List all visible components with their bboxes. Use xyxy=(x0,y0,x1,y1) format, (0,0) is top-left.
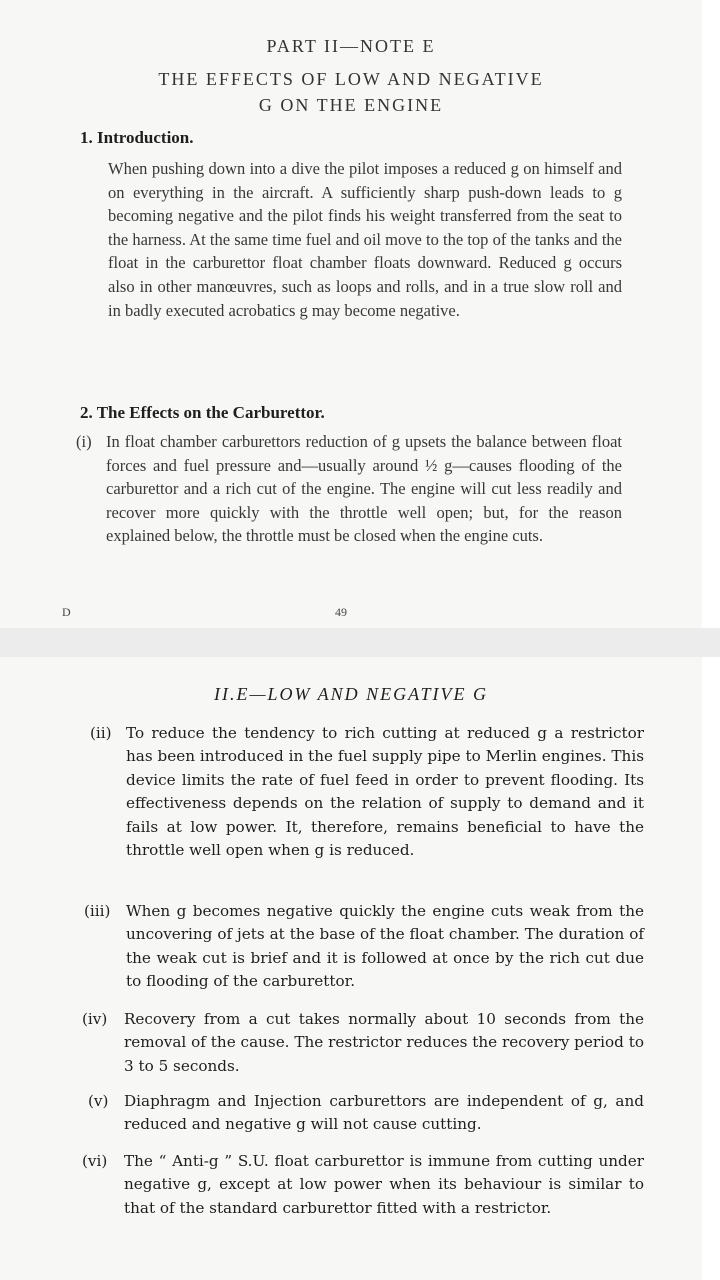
item-number: (iii) xyxy=(84,902,111,920)
item-text: Recovery from a cut takes normally about 10 seconds from the removal of the cause. The restrictor reduces the recovery period to 3 to 5 seconds. xyxy=(124,1010,644,1075)
item-i-text: In float chamber carburettors reduction of g upsets the balance between float forces and fuel pressure and—usually around ½ g—causes flooding of the carburettor and a rich cut of the engine. The engine will cut less readily and recover more quickly with the throttle well open; but, for the reason explained below, the throttle must be closed when the engine cuts. xyxy=(106,432,622,546)
item-text: The “ Anti-g ” S.U. float carburettor is immune from cutting under negative g, except at low power when its behaviour is similar to that of the standard carburettor fitted with a restrictor. xyxy=(124,1152,644,1217)
title-line-1: THE EFFECTS OF LOW AND NEGATIVE xyxy=(158,69,544,89)
page-upper xyxy=(0,0,702,628)
running-head: II.E—LOW AND NEGATIVE G xyxy=(214,684,488,704)
signature-mark: D xyxy=(62,605,71,619)
section-2-title: 2. The Effects on the Carburettor. xyxy=(80,403,325,422)
item-text: Diaphragm and Injection carburettors are independent of g, and reduced and negative g will not cause cutting. xyxy=(124,1092,644,1134)
item-number: (v) xyxy=(88,1092,109,1110)
part-heading: PART II—NOTE E xyxy=(266,36,436,56)
section-1-text: When pushing down into a dive the pilot imposes a reduced g on himself and on everything in the aircraft. A sufficiently sharp push-down leads to g becoming negative and the pilot finds his weight transferred from the seat to the harness. At the same time fuel and oil move to the top of the tanks and the float in the carburettor float chamber floats downward. Reduced g occurs also in other manœuvres, such as loops and rolls, and in a true slow roll and in badly executed acrobatics g may become negative. xyxy=(108,159,622,320)
title-line-2: G ON THE ENGINE xyxy=(258,95,444,115)
page-number: 49 xyxy=(335,605,347,619)
item-text: To reduce the tendency to rich cutting at reduced g a restrictor has been introduced in the fuel supply pipe to Merlin engines. This device limits the rate of fuel feed in order to prevent flooding. Its effectiveness depends on the relation of supply to demand and it fails at low power. It, therefore, remains beneficial to have the throttle well open when g is reduced. xyxy=(126,724,644,860)
section-1-title: 1. Introduction. xyxy=(80,128,194,147)
item-number: (vi) xyxy=(82,1152,108,1170)
item-i-number: (i) xyxy=(76,432,92,451)
page-gap xyxy=(0,628,720,657)
item-number: (iv) xyxy=(82,1010,108,1028)
item-text: When g becomes negative quickly the engine cuts weak from the uncovering of jets at the base of the float chamber. The duration of the weak cut is brief and it is followed at once by the rich cut due to flooding of the carburettor. xyxy=(126,902,644,991)
item-number: (ii) xyxy=(90,724,112,742)
